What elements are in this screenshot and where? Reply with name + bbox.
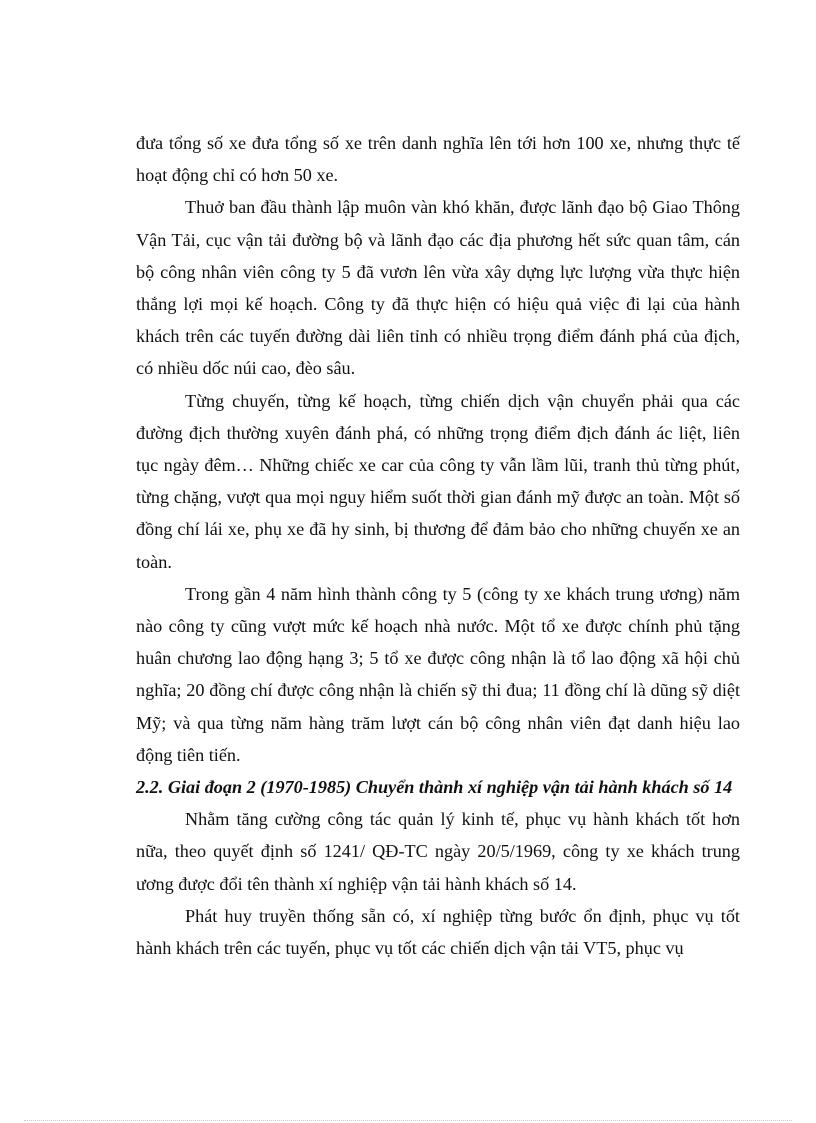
paragraph-4: Trong gần 4 năm hình thành công ty 5 (công ty xe khách trung ương) năm nào công ty cũng vượt mức kế hoạch nhà nước. Một tổ xe được chính phủ tặng huân chương lao động hạng 3; 5 tổ xe được công nhận là tổ lao động xã hội chủ nghĩa; 20 đồng chí được công nhận là chiến sỹ thi đua; 11 đồng chí là dũng sỹ diệt Mỹ; và qua từng năm hàng trăm lượt cán bộ công nhân viên đạt danh hiệu lao động tiên tiến. [136, 583, 740, 765]
paragraph-1: đưa tổng số xe đưa tổng số xe trên danh nghĩa lên tới hơn 100 xe, nhưng thực tế hoạt động chỉ có hơn 50 xe. [136, 133, 740, 186]
document-body [136, 127, 740, 964]
section-heading: 2.2. Giai đoạn 2 (1970-1985) Chuyển thành xí nghiệp vận tải hành khách số 14 [136, 777, 733, 798]
paragraph-3: Từng chuyến, từng kế hoạch, từng chiến dịch vận chuyển phải qua các đường địch thường xuyên đánh phá, có những trọng điểm địch đánh ác liệt, liên tục ngày đêm… Những chiếc xe car của công ty vẫn lầm lũi, tranh thủ từng phút, từng chặng, vượt qua mọi nguy hiểm suốt thời gian đánh mỹ được an toàn. Một số đồng chí lái xe, phụ xe đã hy sinh, bị thương để đảm bảo cho những chuyến xe an toàn. [136, 390, 740, 572]
paragraph-5: Nhằm tăng cường công tác quản lý kinh tế, phục vụ hành khách tốt hơn nữa, theo quyết định số 1241/ QĐ-TC ngày 20/5/1969, công ty xe khách trung ương được đổi tên thành xí nghiệp vận tải hành khách số 14. [136, 809, 740, 894]
paragraph-2: Thuở ban đầu thành lập muôn vàn khó khăn, được lãnh đạo bộ Giao Thông Vận Tải, cục vận tải đường bộ và lãnh đạo các địa phương hết sức quan tâm, cán bộ công nhân viên công ty 5 đã vươn lên vừa xây dựng lực lượng vừa thực hiện thắng lợi mọi kế hoạch. Công ty đã thực hiện có hiệu quả việc đi lại của hành khách trên các tuyến đường dài liên tỉnh có nhiều trọng điểm đánh phá của địch, có nhiều dốc núi cao, đèo sâu. [136, 197, 740, 379]
page-bottom-divider [24, 1120, 792, 1121]
paragraph-6: Phát huy truyền thống sẵn có, xí nghiệp từng bước ổn định, phục vụ tốt hành khách trên các tuyến, phục vụ tốt các chiến dịch vận tải VT5, phục vụ [136, 905, 740, 959]
